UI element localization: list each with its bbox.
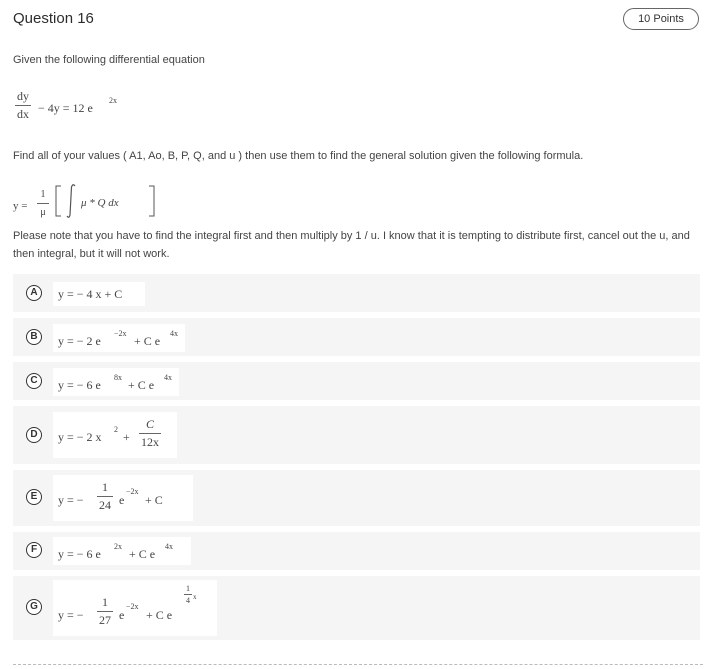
option-d-exp1: 2 xyxy=(114,425,118,434)
option-b-part2: + C e xyxy=(134,334,161,348)
option-c-part2: + C e xyxy=(128,378,155,392)
eq-exponent: 2x xyxy=(109,96,117,105)
option-a-radio[interactable]: A xyxy=(26,285,42,301)
note-text: Please note that you have to find the integral first and then multiply by 1 / u. I know that it is tempting to distribute first, cancel out the u, and then integral, but it will not work. xyxy=(13,230,690,260)
option-d-den: 12x xyxy=(141,435,159,449)
option-d-part1: y = − 2 x xyxy=(58,430,102,444)
option-a[interactable] xyxy=(13,274,700,312)
option-e-exp: −2x xyxy=(126,487,139,496)
option-g-exp-num: 1 xyxy=(186,584,190,593)
option-g-radio[interactable]: G xyxy=(26,599,42,615)
integral-icon xyxy=(65,183,77,219)
option-e-part1: y = − xyxy=(58,493,84,507)
prompt-text: Given the following differential equation xyxy=(13,54,205,66)
option-g[interactable] xyxy=(13,576,700,640)
option-c-exp2: 4x xyxy=(164,373,172,382)
general-solution-formula xyxy=(13,183,163,219)
option-b-part1: y = − 2 e xyxy=(58,334,101,348)
option-f-exp1: 2x xyxy=(114,542,122,551)
option-e-num: 1 xyxy=(102,480,108,494)
eq-dy: dy xyxy=(17,89,29,103)
option-e-tail: + C xyxy=(145,493,163,507)
option-c-radio[interactable]: C xyxy=(26,373,42,389)
option-f-radio[interactable]: F xyxy=(26,542,42,558)
option-b-radio[interactable]: B xyxy=(26,329,42,345)
option-g-num: 1 xyxy=(102,595,108,609)
option-g-part1: y = − xyxy=(58,608,84,622)
option-e-den: 24 xyxy=(99,498,111,512)
instruction-text: Find all of your values ( A1, Ao, B, P, Q, and u ) then use them to find the general solution given the following formula. xyxy=(13,150,584,162)
bracket-right-icon xyxy=(147,185,157,217)
footer-divider xyxy=(13,664,703,665)
option-a-text: y = − 4 x + C xyxy=(58,287,123,301)
option-f-part2: + C e xyxy=(129,547,156,561)
bracket-left-icon xyxy=(53,185,63,217)
option-g-part2: + C e xyxy=(146,608,173,622)
formula-den: μ xyxy=(40,207,46,218)
eq-rest: − 4y = 12 e xyxy=(38,101,93,115)
option-b-exp1: −2x xyxy=(114,329,127,338)
formula-lhs: y = xyxy=(13,200,28,212)
option-f-part1: y = − 6 e xyxy=(58,547,101,561)
option-c[interactable] xyxy=(13,362,700,400)
option-e[interactable] xyxy=(13,470,700,526)
eq-dx: dx xyxy=(17,107,29,121)
option-b-exp2: 4x xyxy=(170,329,178,338)
option-e-radio[interactable]: E xyxy=(26,489,42,505)
option-d-plus: + xyxy=(123,430,130,444)
option-g-exp-var: x xyxy=(193,593,197,601)
option-c-exp1: 8x xyxy=(114,373,122,382)
option-g-exp-den: 4 xyxy=(186,596,190,605)
option-b[interactable] xyxy=(13,318,700,356)
formula-body: μ * Q dx xyxy=(81,197,119,209)
option-c-part1: y = − 6 e xyxy=(58,378,101,392)
question-title: Question 16 xyxy=(13,10,94,27)
points-badge: 10 Points xyxy=(623,8,699,30)
option-d[interactable] xyxy=(13,406,700,464)
option-g-den: 27 xyxy=(99,613,111,627)
option-d-num: C xyxy=(145,417,154,431)
differential-equation xyxy=(13,90,133,126)
option-g-e: e xyxy=(119,608,125,622)
option-f[interactable] xyxy=(13,532,700,570)
option-f-exp2: 4x xyxy=(165,542,173,551)
formula-num: 1 xyxy=(40,189,46,200)
option-e-e: e xyxy=(119,493,125,507)
option-d-radio[interactable]: D xyxy=(26,427,42,443)
option-g-exp: −2x xyxy=(126,602,139,611)
